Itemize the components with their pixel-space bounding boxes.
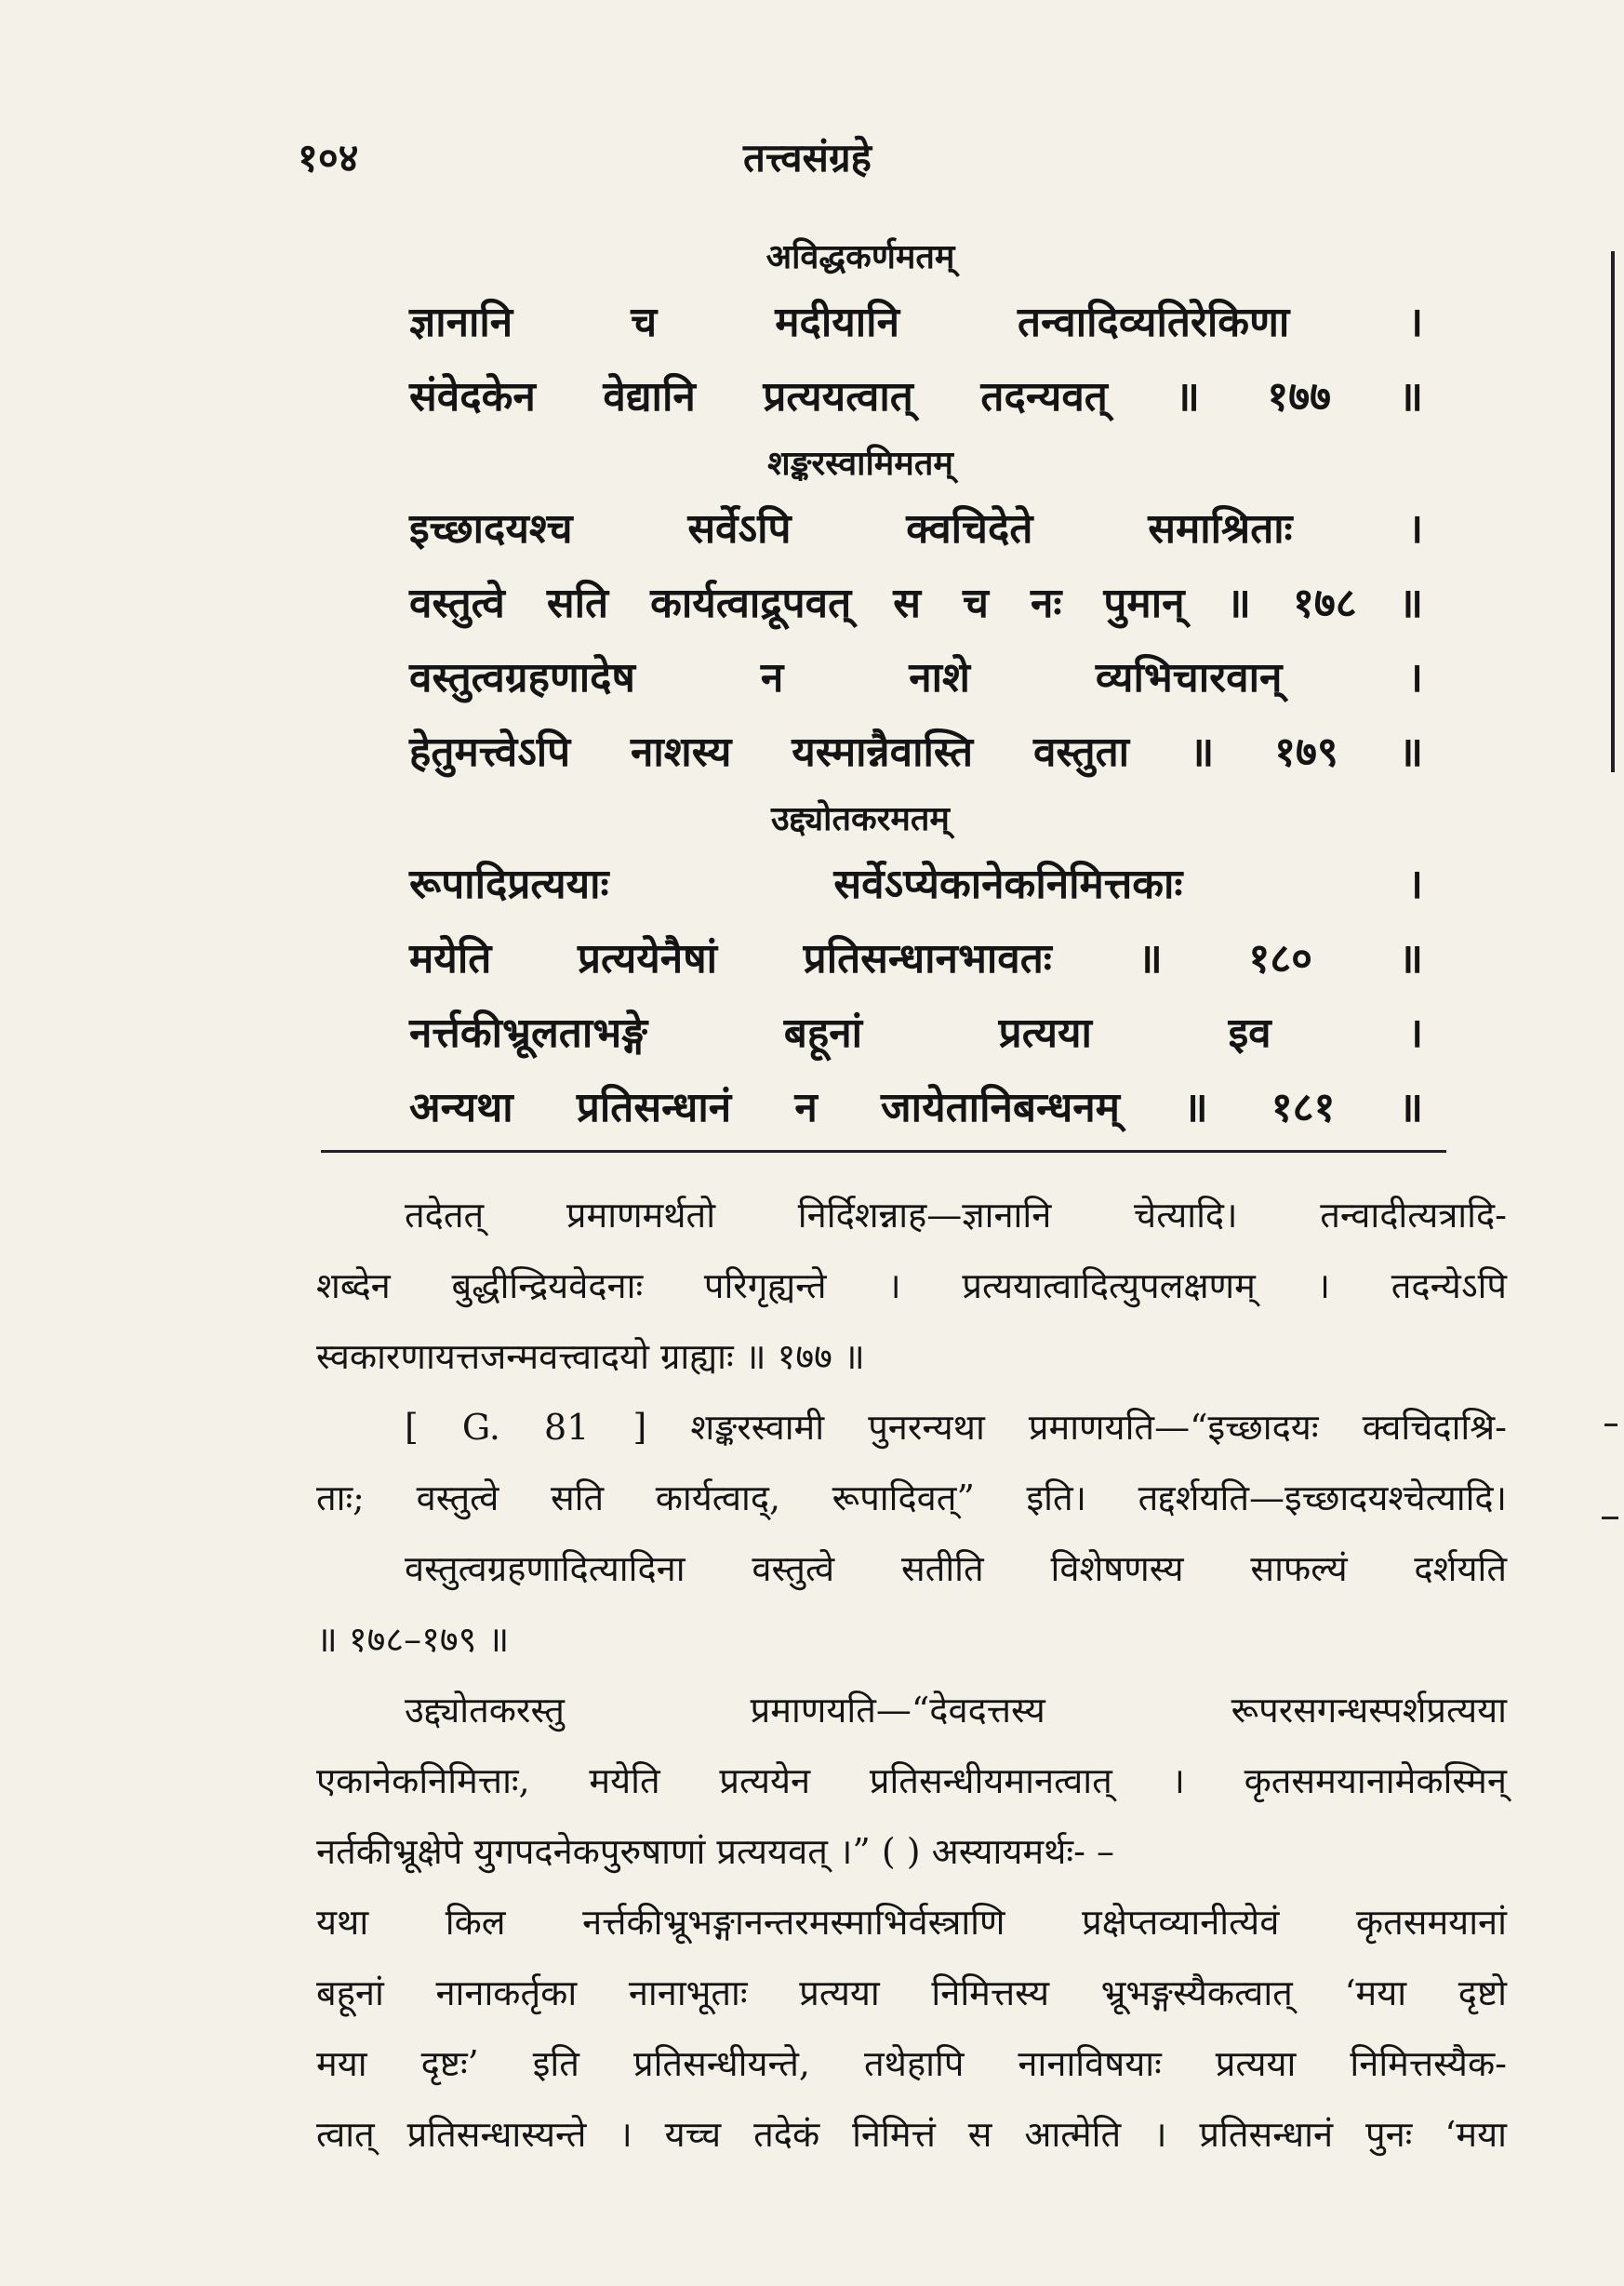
verse-line: नर्त्तकीभ्रूलताभङ्गे बहूनां प्रत्यया इव । bbox=[409, 1009, 1423, 1057]
commentary-line: ॥ १७८–१७९ ॥ bbox=[316, 1619, 510, 1660]
commentary-line: यथा किल नर्त्तकीभ्रूभङ्गानन्तरमस्माभिर्वस्त्राणि प्रक्षेप्तव्यानीत्येवं कृतसमयानां bbox=[316, 1902, 1507, 1943]
section-heading: शङ्करस्वामिमतम् bbox=[767, 444, 953, 483]
commentary-paragraph bbox=[316, 1180, 1507, 1392]
verse-line: संवेदकेन वेद्यानि प्रत्ययत्वात् तदन्यवत् ॥ १७७ ॥ bbox=[409, 373, 1423, 421]
margin-tick bbox=[1602, 1517, 1618, 1519]
page-header bbox=[298, 130, 1317, 195]
commentary bbox=[316, 1180, 1507, 2170]
verse-line: वस्तुत्वग्रहणादेष न नाशे व्यभिचारवान् । bbox=[409, 654, 1423, 702]
commentary-line: स्वकारणायत्तजन्मवत्त्वादयो ग्राह्याः ॥ १७७ ॥ bbox=[316, 1336, 865, 1377]
page-number: १०४ bbox=[298, 135, 359, 180]
section-heading: अविद्धकर्णमतम् bbox=[765, 237, 955, 276]
verse-line: हेतुमत्त्वेऽपि नाशस्य यस्मान्नैवास्ति वस्तुता ॥ १७९ ॥ bbox=[409, 729, 1423, 776]
commentary-line: [ G. 81 ] शङ्करस्वामी पुनरन्यथा प्रमाणयति—“इच्छादयः क्वचिदाश्रि- bbox=[405, 1407, 1507, 1448]
verse-section bbox=[409, 434, 1423, 790]
margin-tick bbox=[1604, 1424, 1617, 1426]
commentary-line: शब्देन बुद्धीन्द्रियवेदनाः परिगृह्यन्ते । प्रत्ययात्वादित्युपलक्षणम् । तदन्येऽपि bbox=[316, 1265, 1507, 1306]
commentary-line: एकानेकनिमित्ताः, मयेति प्रत्ययेन प्रतिसन्धीयमानत्वात् । कृतसमयानामेकस्मिन् bbox=[316, 1760, 1507, 1801]
commentary-line: त्वात् प्रतिसन्धास्यन्ते । यच्च तदेकं निमित्तं स आत्मेति । प्रतिसन्धानं पुनः ‘मया bbox=[316, 2114, 1507, 2155]
separator-rule bbox=[321, 1150, 1446, 1153]
verse-line: ज्ञानानि च मदीयानि तन्वादिव्यतिरेकिणा । bbox=[409, 299, 1423, 346]
section-heading: उद्द्योतकरमतम् bbox=[771, 799, 950, 838]
verse-line: वस्तुत्वे सति कार्यत्वाद्रूपवत् स च नः पुमान् ॥ १७८ ॥ bbox=[409, 580, 1423, 627]
verse-line: अन्यथा प्रतिसन्धानं न जायेतानिबन्धनम् ॥ १८१ ॥ bbox=[409, 1084, 1423, 1131]
commentary-line: ताः; वस्तुत्वे सति कार्यत्वाद्, रूपादिवत्” इति। तद्दर्शयति—इच्छादयश्चेत्यादि। bbox=[316, 1477, 1507, 1518]
running-title: तत्त्वसंग्रहे bbox=[743, 135, 872, 180]
commentary-line: तदेतत् प्रमाणमर्थतो निर्दिशन्नाह—ज्ञानानि चेत्यादि। तन्वादीत्यत्रादि- bbox=[405, 1195, 1507, 1236]
commentary-line: वस्तुत्वग्रहणादित्यादिना वस्तुत्वे सतीति विशेषणस्य साफल्यं दर्शयति bbox=[405, 1548, 1507, 1589]
verse-line: मयेति प्रत्ययेनैषां प्रतिसन्धानभावतः ॥ १८० ॥ bbox=[409, 935, 1423, 983]
verse-section bbox=[409, 228, 1423, 434]
commentary-line: उद्द्योतकरस्तु प्रमाणयति—“देवदत्तस्य रूपरसगन्धस्पर्शप्रत्यया bbox=[405, 1690, 1507, 1731]
commentary-paragraph bbox=[316, 1675, 1507, 2170]
verse-block bbox=[409, 228, 1423, 1145]
commentary-line: मया दृष्टः’ इति प्रतिसन्धीयन्ते, तथेहापि नानाविषयाः प्रत्यया निमित्तस्यैक- bbox=[316, 2043, 1507, 2084]
verse-line: रूपादिप्रत्ययाः सर्वेऽप्येकानेकनिमित्तकाः । bbox=[409, 861, 1423, 908]
verse-section bbox=[409, 790, 1423, 1145]
commentary-paragraph bbox=[316, 1392, 1507, 1533]
binding-edge-mark bbox=[1611, 251, 1615, 772]
verse-line: इच्छादयश्च सर्वेऽपि क्वचिदेते समाश्रिताः । bbox=[409, 505, 1423, 553]
commentary-line: नर्तकीभ्रूक्षेपे युगपदनेकपुरुषाणां प्रत्ययवत् ।” ( ) अस्यायमर्थः- – bbox=[316, 1831, 1115, 1872]
commentary-line: बहूनां नानाकर्तृका नानाभूताः प्रत्यया निमित्तस्य भ्रूभङ्गस्यैकत्वात् ‘मया दृष्टो bbox=[316, 1972, 1507, 2013]
commentary-paragraph bbox=[316, 1533, 1507, 1675]
